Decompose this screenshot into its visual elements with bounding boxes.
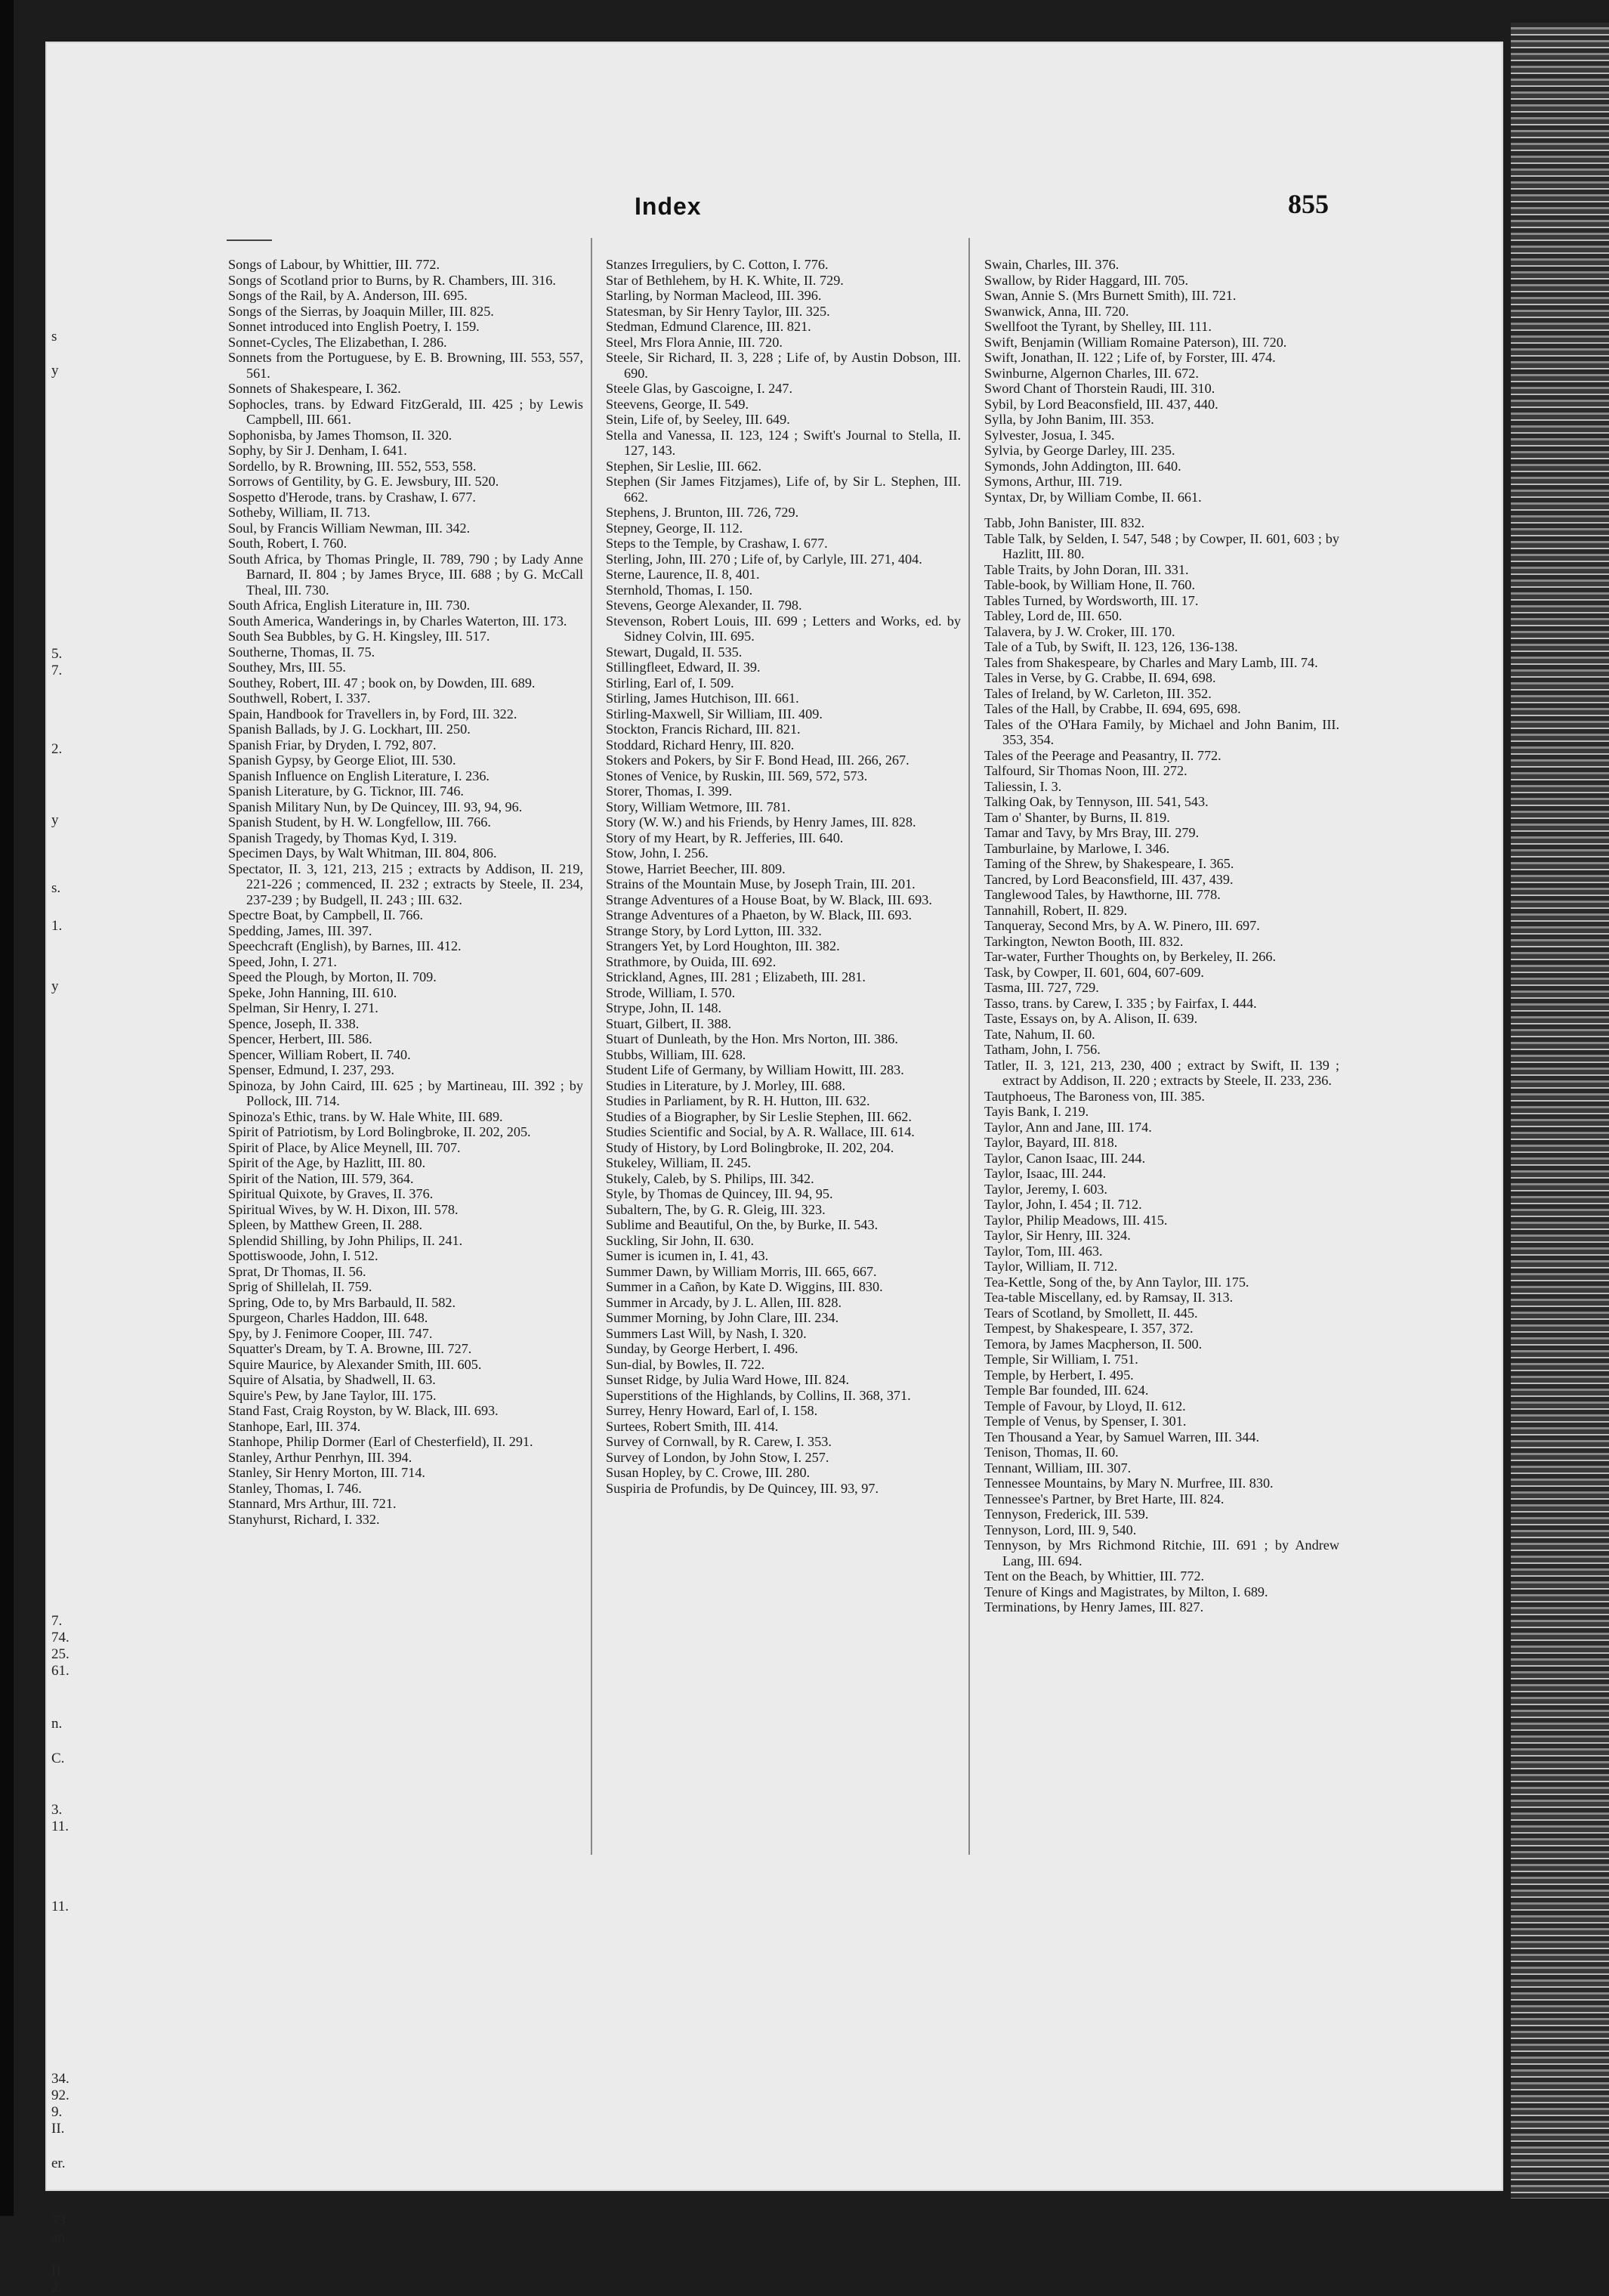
index-entry: Swain, Charles, III. 376. bbox=[984, 257, 1120, 272]
index-entry: Stanhope, Philip Dormer (Earl of Chesterfield), II. 291. bbox=[228, 1434, 533, 1449]
index-entry: Studies Scientific and Social, by A. R. Wallace, III. 614. bbox=[606, 1124, 915, 1139]
index-entry: Tasso, trans. by Carew, I. 335 ; by Fairfax, I. 444. bbox=[984, 995, 1257, 1011]
offcut-fragment: 7. bbox=[51, 663, 63, 678]
index-entry: Stephens, J. Brunton, III. 726, 729. bbox=[606, 505, 799, 520]
index-entry: Speed the Plough, by Morton, II. 709. bbox=[228, 969, 437, 984]
index-entry: Spectator, II. 3, 121, 213, 215 ; extracts by Addison, II. 219, 221-226 ; commenced, II. 232 ; extracts by Steele, II. 234, 237-239 ; by Budgell, II. 243 ; III. 632. bbox=[228, 861, 583, 907]
index-entry: Sorrows of Gentility, by G. E. Jewsbury, III. 520. bbox=[228, 474, 499, 489]
index-entry: Squatter's Dream, by T. A. Browne, III. 727. bbox=[228, 1341, 472, 1356]
index-entry: Swallow, by Rider Haggard, III. 705. bbox=[984, 272, 1189, 288]
index-entry: Sterling, John, III. 270 ; Life of, by Carlyle, III. 271, 404. bbox=[606, 551, 922, 567]
index-entry: Talavera, by J. W. Croker, III. 170. bbox=[984, 623, 1175, 639]
index-entry: Swanwick, Anna, III. 720. bbox=[984, 303, 1129, 319]
index-entry: Sterne, Laurence, II. 8, 401. bbox=[606, 567, 760, 582]
index-entry: Stones of Venice, by Ruskin, III. 569, 572, 573. bbox=[606, 768, 868, 783]
index-entry: Stukely, Caleb, by S. Philips, III. 342. bbox=[606, 1170, 814, 1186]
offcut-fragment: er. bbox=[51, 2155, 66, 2171]
index-entry: Stephen (Sir James Fitzjames), Life of, by Sir L. Stephen, III. 662. bbox=[606, 474, 961, 505]
index-entry: Speed, John, I. 271. bbox=[228, 953, 337, 969]
index-entry: Strathmore, by Ouida, III. 692. bbox=[606, 953, 777, 969]
index-entry: Tables Turned, by Wordsworth, III. 17. bbox=[984, 592, 1199, 608]
index-entry: Sophy, by Sir J. Denham, I. 641. bbox=[228, 443, 407, 458]
index-entry: Stirling-Maxwell, Sir William, III. 409. bbox=[606, 706, 823, 722]
index-entry: Southey, Mrs, III. 55. bbox=[228, 660, 346, 675]
index-entry: Spirit of Patriotism, by Lord Bolingbroke, II. 202, 205. bbox=[228, 1124, 531, 1139]
index-entry: Stanhope, Earl, III. 374. bbox=[228, 1418, 361, 1434]
index-entry: Strange Adventures of a Phaeton, by W. Black, III. 693. bbox=[606, 907, 913, 922]
index-entry: Sylvia, by George Darley, III. 235. bbox=[984, 443, 1175, 458]
index-entry: South Africa, English Literature in, III. 730. bbox=[228, 598, 471, 613]
index-entry: Tayis Bank, I. 219. bbox=[984, 1104, 1089, 1119]
index-entry: Spiritual Wives, by W. H. Dixon, III. 578. bbox=[228, 1201, 459, 1217]
index-entry: Tautphoeus, The Baroness von, III. 385. bbox=[984, 1088, 1205, 1104]
index-entry: Tenison, Thomas, II. 60. bbox=[984, 1445, 1119, 1460]
index-entry: Tarkington, Newton Booth, III. 832. bbox=[984, 933, 1184, 949]
index-entry: Temple, Sir William, I. 751. bbox=[984, 1352, 1138, 1367]
index-entry: Spirit of the Nation, III. 579, 364. bbox=[228, 1170, 414, 1186]
index-entry: Sotheby, William, II. 713. bbox=[228, 505, 371, 520]
previous-page-offcut bbox=[45, 329, 76, 2295]
offcut-fragment: s. bbox=[51, 880, 61, 896]
index-entry: Soul, by Francis William Newman, III. 342. bbox=[228, 520, 471, 536]
index-entry: Superstitions of the Highlands, by Collins, II. 368, 371. bbox=[606, 1387, 911, 1403]
index-entry: Sophonisba, by James Thomson, II. 320. bbox=[228, 427, 452, 443]
index-entry: Splendid Shilling, by John Philips, II. 241. bbox=[228, 1232, 463, 1248]
index-entry: Spiritual Quixote, by Graves, II. 376. bbox=[228, 1186, 434, 1201]
index-entry: Strickland, Agnes, III. 281 ; Elizabeth, III. 281. bbox=[606, 969, 866, 984]
index-entry: Talking Oak, by Tennyson, III. 541, 543. bbox=[984, 794, 1209, 809]
index-entry: Tales of the O'Hara Family, by Michael and John Banim, III. 353, 354. bbox=[984, 716, 1339, 747]
index-entry: Spencer, Herbert, III. 586. bbox=[228, 1031, 372, 1046]
offcut-fragment: 7. bbox=[51, 1613, 63, 1629]
index-entry: Stanley, Arthur Penrhyn, III. 394. bbox=[228, 1449, 412, 1465]
offcut-fragment: 11. bbox=[51, 1819, 69, 1834]
offcut-fragment: 2. bbox=[51, 741, 63, 757]
index-entry: Spence, Joseph, II. 338. bbox=[228, 1015, 360, 1031]
index-entry: Taste, Essays on, by A. Alison, II. 639. bbox=[984, 1011, 1198, 1026]
offcut-fragment: 92. bbox=[51, 2087, 69, 2103]
index-entry: Stanley, Sir Henry Morton, III. 714. bbox=[228, 1465, 425, 1480]
index-entry: Sybil, by Lord Beaconsfield, III. 437, 440. bbox=[984, 396, 1218, 412]
index-entry: Surtees, Robert Smith, III. 414. bbox=[606, 1418, 779, 1434]
index-entry: Sonnets of Shakespeare, I. 362. bbox=[228, 381, 401, 396]
index-entry: Stand Fast, Craig Royston, by W. Black, III. 693. bbox=[228, 1403, 499, 1418]
index-entry: South America, Wanderings in, by Charles Waterton, III. 173. bbox=[228, 613, 567, 629]
index-entry: Statesman, by Sir Henry Taylor, III. 325. bbox=[606, 303, 830, 319]
index-entry: Taylor, Isaac, III. 244. bbox=[984, 1166, 1107, 1181]
index-entry: Stevens, George Alexander, II. 798. bbox=[606, 598, 802, 613]
index-entry: Stirling, James Hutchison, III. 661. bbox=[606, 691, 799, 706]
offcut-fragment: n. bbox=[51, 1716, 63, 1732]
index-entry: Survey of London, by John Stow, I. 257. bbox=[606, 1449, 829, 1465]
index-entry: Spelman, Sir Henry, I. 271. bbox=[228, 1000, 378, 1015]
index-entry: Stein, Life of, by Seeley, III. 649. bbox=[606, 412, 790, 427]
index-entry: Star of Bethlehem, by H. K. White, II. 729. bbox=[606, 272, 844, 288]
index-entry: Starling, by Norman Macleod, III. 396. bbox=[606, 288, 822, 303]
index-entry: Tennyson, by Mrs Richmond Ritchie, III. 691 ; by Andrew Lang, III. 694. bbox=[984, 1537, 1339, 1568]
index-entry: Sonnet introduced into English Poetry, I. 159. bbox=[228, 319, 480, 334]
index-entry: Taylor, Philip Meadows, III. 415. bbox=[984, 1212, 1168, 1228]
index-entry: Tempest, by Shakespeare, I. 357, 372. bbox=[984, 1321, 1194, 1336]
index-entry: Spanish Ballads, by J. G. Lockhart, III. 250. bbox=[228, 722, 471, 737]
index-entry: Steevens, George, II. 549. bbox=[606, 396, 749, 412]
index-entry: Sonnet-Cycles, The Elizabethan, I. 286. bbox=[228, 334, 447, 350]
index-entry: Sylla, by John Banim, III. 353. bbox=[984, 412, 1154, 427]
index-entry: Tales of the Peerage and Peasantry, II. 772. bbox=[984, 747, 1221, 763]
index-entry: Story (W. W.) and his Friends, by Henry James, III. 828. bbox=[606, 814, 916, 830]
index-entry: Tamar and Tavy, by Mrs Bray, III. 279. bbox=[984, 825, 1200, 840]
index-entry: Suspiria de Profundis, by De Quincey, III. 93, 97. bbox=[606, 1480, 879, 1496]
index-entry: Tennessee Mountains, by Mary N. Murfree, III. 830. bbox=[984, 1476, 1274, 1491]
index-entry: Taming of the Shrew, by Shakespeare, I. 365. bbox=[984, 856, 1234, 871]
index-entry: Squire of Alsatia, by Shadwell, II. 63. bbox=[228, 1372, 436, 1387]
offcut-fragment: 25. bbox=[51, 1646, 69, 1662]
column-divider bbox=[968, 238, 970, 1855]
index-entry: South, Robert, I. 760. bbox=[228, 536, 347, 551]
index-entry: Style, by Thomas de Quincey, III. 94, 95. bbox=[606, 1186, 833, 1201]
index-entry: Stedman, Edmund Clarence, III. 821. bbox=[606, 319, 811, 334]
offcut-fragment: 1. bbox=[51, 918, 63, 934]
index-entry: Tannahill, Robert, II. 829. bbox=[984, 902, 1128, 918]
index-entry: Sophocles, trans. by Edward FitzGerald, III. 425 ; by Lewis Campbell, III. 661. bbox=[228, 396, 583, 427]
offcut-fragment: II. bbox=[51, 2121, 65, 2137]
index-entry: Spanish Friar, by Dryden, I. 792, 807. bbox=[228, 737, 437, 752]
index-entry: Spring, Ode to, by Mrs Barbauld, II. 582. bbox=[228, 1294, 456, 1310]
index-entry: Story of my Heart, by R. Jefferies, III. 640. bbox=[606, 830, 844, 845]
index-entry: Stella and Vanessa, II. 123, 124 ; Swift's Journal to Stella, II. 127, 143. bbox=[606, 427, 961, 458]
index-entry: South Africa, by Thomas Pringle, II. 789, 790 ; by Lady Anne Barnard, II. 804 ; by James Bryce, III. 688 ; by G. McCall Theal, III. 730. bbox=[228, 551, 583, 598]
index-entry: Spinoza, by John Caird, III. 625 ; by Martineau, III. 392 ; by Pollock, III. 714. bbox=[228, 1077, 583, 1108]
offcut-fragment: s bbox=[51, 329, 57, 345]
index-entry: Tar-water, Further Thoughts on, by Berkeley, II. 266. bbox=[984, 949, 1277, 964]
index-entry: Tea-table Miscellany, ed. by Ramsay, II. 313. bbox=[984, 1290, 1234, 1305]
index-entry: Table-book, by William Hone, II. 760. bbox=[984, 577, 1196, 592]
index-entry: Stuart of Dunleath, by the Hon. Mrs Norton, III. 386. bbox=[606, 1031, 898, 1046]
index-entry: Stowe, Harriet Beecher, III. 809. bbox=[606, 861, 786, 876]
index-entry: Stanley, Thomas, I. 746. bbox=[228, 1480, 362, 1496]
header-dash bbox=[227, 239, 272, 241]
index-entry: Task, by Cowper, II. 601, 604, 607-609. bbox=[984, 964, 1204, 980]
index-entry: Tales from Shakespeare, by Charles and Mary Lamb, III. 74. bbox=[984, 654, 1318, 670]
index-entry: Tatham, John, I. 756. bbox=[984, 1042, 1101, 1057]
index-entry: Studies of a Biographer, by Sir Leslie Stephen, III. 662. bbox=[606, 1108, 912, 1124]
index-entry: Stanzes Irreguliers, by C. Cotton, I. 776. bbox=[606, 257, 829, 272]
index-entry: Southwell, Robert, I. 337. bbox=[228, 691, 371, 706]
index-entry: Tears of Scotland, by Smollett, II. 445. bbox=[984, 1305, 1198, 1321]
index-entry: Speechcraft (English), by Barnes, III. 412. bbox=[228, 938, 462, 953]
index-entry: Taylor, Sir Henry, III. 324. bbox=[984, 1228, 1131, 1243]
index-entry: South Sea Bubbles, by G. H. Kingsley, III. 517. bbox=[228, 629, 490, 644]
offcut-fragment: y bbox=[51, 812, 59, 828]
index-entry: Stow, John, I. 256. bbox=[606, 845, 709, 861]
index-entry: Survey of Cornwall, by R. Carew, I. 353. bbox=[606, 1434, 832, 1449]
index-entry: Temora, by James Macpherson, II. 500. bbox=[984, 1336, 1203, 1352]
offcut-fragment: y bbox=[51, 978, 59, 994]
index-entry: Sword Chant of Thorstein Raudi, III. 310. bbox=[984, 381, 1215, 396]
index-entry: Student Life of Germany, by William Howitt, III. 283. bbox=[606, 1062, 904, 1077]
index-entry: Taylor, Ann and Jane, III. 174. bbox=[984, 1119, 1152, 1135]
index-entry: Sternhold, Thomas, I. 150. bbox=[606, 582, 753, 598]
index-entry: Swan, Annie S. (Mrs Burnett Smith), III. 721. bbox=[984, 288, 1237, 303]
index-entry: Temple of Favour, by Lloyd, II. 612. bbox=[984, 1398, 1186, 1414]
index-entry: Sylvester, Josua, I. 345. bbox=[984, 427, 1115, 443]
page-title: Index bbox=[635, 193, 702, 220]
index-entry: Sprat, Dr Thomas, II. 56. bbox=[228, 1263, 366, 1279]
offcut-fragment: an. bbox=[51, 2230, 69, 2245]
index-entry: Spanish Military Nun, by De Quincey, III. 93, 94, 96. bbox=[228, 799, 523, 814]
index-entry: Specimen Days, by Walt Whitman, III. 804, 806. bbox=[228, 845, 497, 861]
page-header bbox=[45, 189, 1503, 238]
index-entry: Tabley, Lord de, III. 650. bbox=[984, 608, 1123, 623]
index-entry: Southey, Robert, III. 47 ; book on, by Dowden, III. 689. bbox=[228, 675, 536, 691]
index-entry: Study of History, by Lord Bolingbroke, II. 202, 204. bbox=[606, 1139, 894, 1155]
index-entry: Tanglewood Tales, by Hawthorne, III. 778. bbox=[984, 887, 1221, 902]
offcut-fragment: 5. bbox=[51, 646, 63, 662]
index-entry: Stockton, Francis Richard, III. 821. bbox=[606, 722, 801, 737]
index-entry: Strains of the Mountain Muse, by Joseph Train, III. 201. bbox=[606, 876, 916, 892]
index-entry: Strode, William, I. 570. bbox=[606, 984, 736, 1000]
index-entry: Swift, Jonathan, II. 122 ; Life of, by Forster, III. 474. bbox=[984, 350, 1276, 365]
index-entry: Spanish Gypsy, by George Eliot, III. 530. bbox=[228, 752, 456, 768]
index-entry: Sonnets from the Portuguese, by E. B. Browning, III. 553, 557, 561. bbox=[228, 350, 583, 381]
index-entry: Strype, John, II. 148. bbox=[606, 1000, 722, 1015]
index-entry: Susan Hopley, by C. Crowe, III. 280. bbox=[606, 1465, 811, 1480]
index-entry: Squire's Pew, by Jane Taylor, III. 175. bbox=[228, 1387, 437, 1403]
index-entry: Stewart, Dugald, II. 535. bbox=[606, 644, 743, 660]
index-entry: Swinburne, Algernon Charles, III. 672. bbox=[984, 365, 1199, 381]
index-entry: Stubbs, William, III. 628. bbox=[606, 1046, 746, 1062]
index-entry: Sospetto d'Herode, trans. by Crashaw, I. 677. bbox=[228, 489, 476, 505]
index-entry: Suckling, Sir John, II. 630. bbox=[606, 1232, 755, 1248]
index-entry: Terminations, by Henry James, III. 827. bbox=[984, 1599, 1204, 1615]
index-entry: Taylor, John, I. 454 ; II. 712. bbox=[984, 1197, 1142, 1212]
index-entry: Story, William Wetmore, III. 781. bbox=[606, 799, 791, 814]
index-entry: Sunday, by George Herbert, I. 496. bbox=[606, 1341, 798, 1356]
index-entry: Swift, Benjamin (William Romaine Paterson), III. 720. bbox=[984, 334, 1287, 350]
index-entry: Temple of Venus, by Spenser, I. 301. bbox=[984, 1414, 1187, 1429]
index-entry: Spanish Influence on English Literature, I. 236. bbox=[228, 768, 489, 783]
index-column-3 bbox=[984, 257, 1339, 1615]
index-entry: Syntax, Dr, by William Combe, II. 661. bbox=[984, 489, 1202, 505]
offcut-fragment: 9. bbox=[51, 2104, 63, 2120]
index-entry: Tales of Ireland, by W. Carleton, III. 352. bbox=[984, 685, 1212, 701]
index-entry: Spectre Boat, by Campbell, II. 766. bbox=[228, 907, 424, 922]
index-entry: Tatler, II. 3, 121, 213, 230, 400 ; extract by Swift, II. 139 ; extract by Addison, II. 220 ; extracts by Steele, II. 233, 236. bbox=[984, 1057, 1339, 1088]
offcut-fragment: 74. bbox=[51, 1630, 69, 1646]
index-entry: Symonds, John Addington, III. 640. bbox=[984, 458, 1181, 474]
index-entry: Spanish Literature, by G. Ticknor, III. 746. bbox=[228, 783, 464, 799]
column-divider bbox=[591, 238, 592, 1855]
index-entry: Spy, by J. Fenimore Cooper, III. 747. bbox=[228, 1325, 433, 1341]
index-entry: Spirit of Place, by Alice Meynell, III. 707. bbox=[228, 1139, 461, 1155]
index-entry: Spain, Handbook for Travellers in, by Ford, III. 322. bbox=[228, 706, 517, 722]
index-entry: Taliessin, I. 3. bbox=[984, 778, 1062, 794]
index-entry: Spanish Tragedy, by Thomas Kyd, I. 319. bbox=[228, 830, 457, 845]
index-entry: Tabb, John Banister, III. 832. bbox=[984, 515, 1145, 530]
index-entry: Studies in Literature, by J. Morley, III. 688. bbox=[606, 1077, 846, 1093]
offcut-fragment: y bbox=[51, 363, 59, 379]
index-entry: Surrey, Henry Howard, Earl of, I. 158. bbox=[606, 1403, 818, 1418]
index-entry: Symons, Arthur, III. 719. bbox=[984, 474, 1123, 489]
index-entry: Temple, by Herbert, I. 495. bbox=[984, 1367, 1134, 1383]
index-entry: Steel, Mrs Flora Annie, III. 720. bbox=[606, 334, 783, 350]
page-number: 855 bbox=[1288, 189, 1329, 219]
index-entry: Stephen, Sir Leslie, III. 662. bbox=[606, 458, 762, 474]
index-entry: Stevenson, Robert Louis, III. 699 ; Letters and Works, ed. by Sidney Colvin, III. 695. bbox=[606, 613, 961, 644]
index-entry: Studies in Parliament, by R. H. Hutton, III. 632. bbox=[606, 1093, 870, 1108]
index-entry: Tanqueray, Second Mrs, by A. W. Pinero, III. 697. bbox=[984, 918, 1260, 933]
index-entry: Stokers and Pokers, by Sir F. Bond Head, III. 266, 267. bbox=[606, 752, 910, 768]
index-entry: Sprig of Shillelah, II. 759. bbox=[228, 1279, 372, 1294]
index-entry: Stoddard, Richard Henry, III. 820. bbox=[606, 737, 795, 752]
index-entry: Summer Morning, by John Clare, III. 234. bbox=[606, 1310, 839, 1325]
index-entry: Spinoza's Ethic, trans. by W. Hale White, III. 689. bbox=[228, 1108, 503, 1124]
index-entry: Songs of Labour, by Whittier, III. 772. bbox=[228, 257, 440, 272]
index-entry: Stannard, Mrs Arthur, III. 721. bbox=[228, 1496, 397, 1511]
index-entry: Tennyson, Lord, III. 9, 540. bbox=[984, 1522, 1137, 1537]
index-entry: Sordello, by R. Browning, III. 552, 553, 558. bbox=[228, 458, 477, 474]
offcut-fragment: 11. bbox=[51, 1899, 69, 1914]
index-entry: Sunset Ridge, by Julia Ward Howe, III. 824. bbox=[606, 1372, 849, 1387]
index-entry: Table Traits, by John Doran, III. 331. bbox=[984, 561, 1189, 577]
index-entry: Taylor, Bayard, III. 818. bbox=[984, 1135, 1118, 1150]
index-entry: Tales of the Hall, by Crabbe, II. 694, 695, 698. bbox=[984, 701, 1241, 716]
index-entry: Stanyhurst, Richard, I. 332. bbox=[228, 1511, 380, 1527]
index-entry: Sumer is icumen in, I. 41, 43. bbox=[606, 1248, 769, 1263]
index-entry: Taylor, Jeremy, I. 603. bbox=[984, 1181, 1107, 1197]
index-entry: Songs of the Sierras, by Joaquin Miller, III. 825. bbox=[228, 303, 494, 319]
index-entry: Subaltern, The, by G. R. Gleig, III. 323. bbox=[606, 1201, 826, 1217]
index-column-2 bbox=[606, 257, 961, 1496]
index-entry: Storer, Thomas, I. 399. bbox=[606, 783, 733, 799]
index-column-1 bbox=[228, 257, 583, 1527]
index-entry: Steele Glas, by Gascoigne, I. 247. bbox=[606, 381, 792, 396]
index-entry: Spottiswoode, John, I. 512. bbox=[228, 1248, 378, 1263]
index-entry: Tate, Nahum, II. 60. bbox=[984, 1026, 1095, 1042]
index-entry: Tancred, by Lord Beaconsfield, III. 437, 439. bbox=[984, 871, 1234, 887]
index-entry: Temple Bar founded, III. 624. bbox=[984, 1383, 1149, 1398]
index-entry: Songs of Scotland prior to Burns, by R. Chambers, III. 316. bbox=[228, 272, 556, 288]
index-entry: Taylor, Tom, III. 463. bbox=[984, 1243, 1103, 1259]
index-entry: Summer in Arcady, by J. L. Allen, III. 828. bbox=[606, 1294, 842, 1310]
index-entry: Tea-Kettle, Song of the, by Ann Taylor, III. 175. bbox=[984, 1274, 1249, 1290]
offcut-fragment: II. bbox=[51, 2263, 65, 2279]
index-entry: Tamburlaine, by Marlowe, I. 346. bbox=[984, 840, 1170, 856]
index-entry: Summer in a Cañon, by Kate D. Wiggins, III. 830. bbox=[606, 1279, 883, 1294]
index-entry: Tale of a Tub, by Swift, II. 123, 126, 136-138. bbox=[984, 639, 1238, 654]
index-entry: Spedding, James, III. 397. bbox=[228, 922, 372, 938]
index-entry: Tent on the Beach, by Whittier, III. 772. bbox=[984, 1568, 1205, 1584]
offcut-fragment: 73. bbox=[51, 2213, 69, 2229]
offcut-fragment: 3. bbox=[51, 1802, 63, 1818]
offcut-fragment: 34. bbox=[51, 2071, 69, 2087]
index-entry: Stillingfleet, Edward, II. 39. bbox=[606, 660, 761, 675]
book-page-edges bbox=[1511, 23, 1609, 2199]
index-entry: Tennant, William, III. 307. bbox=[984, 1460, 1132, 1476]
index-entry: Ten Thousand a Year, by Samuel Warren, III. 344. bbox=[984, 1429, 1260, 1445]
index-entry: Strangers Yet, by Lord Houghton, III. 382. bbox=[606, 938, 840, 953]
index-entry: Spleen, by Matthew Green, II. 288. bbox=[228, 1217, 423, 1232]
offcut-fragment: C. bbox=[51, 1751, 65, 1766]
index-entry: Sublime and Beautiful, On the, by Burke, II. 543. bbox=[606, 1217, 879, 1232]
index-entry: Sun-dial, by Bowles, II. 722. bbox=[606, 1356, 765, 1372]
offcut-fragment: 2. bbox=[51, 2279, 63, 2295]
index-entry: Tennyson, Frederick, III. 539. bbox=[984, 1506, 1149, 1522]
index-entry: Tenure of Kings and Magistrates, by Milton, I. 689. bbox=[984, 1584, 1268, 1599]
index-entry: Spirit of the Age, by Hazlitt, III. 80. bbox=[228, 1155, 426, 1170]
index-entry: Summer Dawn, by William Morris, III. 665, 667. bbox=[606, 1263, 877, 1279]
index-entry: Spurgeon, Charles Haddon, III. 648. bbox=[228, 1310, 428, 1325]
index-entry: Spanish Student, by H. W. Longfellow, III. 766. bbox=[228, 814, 491, 830]
index-entry: Stukeley, William, II. 245. bbox=[606, 1155, 752, 1170]
index-entry: Spencer, William Robert, II. 740. bbox=[228, 1046, 411, 1062]
index-entry: Taylor, Canon Isaac, III. 244. bbox=[984, 1150, 1146, 1166]
index-entry: Steele, Sir Richard, II. 3, 228 ; Life of, by Austin Dobson, III. 690. bbox=[606, 350, 961, 381]
index-entry: Speke, John Hanning, III. 610. bbox=[228, 984, 397, 1000]
index-entry: Strange Story, by Lord Lytton, III. 332. bbox=[606, 922, 822, 938]
index-entry: Squire Maurice, by Alexander Smith, III. 605. bbox=[228, 1356, 482, 1372]
index-entry: Taylor, William, II. 712. bbox=[984, 1259, 1118, 1274]
index-entry: Stepney, George, II. 112. bbox=[606, 520, 743, 536]
book-page bbox=[45, 42, 1503, 2295]
scan-left-edge bbox=[0, 0, 14, 2216]
index-entry: Tales in Verse, by G. Crabbe, II. 694, 698. bbox=[984, 670, 1216, 685]
index-entry: Tasma, III. 727, 729. bbox=[984, 980, 1099, 995]
index-entry: Swellfoot the Tyrant, by Shelley, III. 111. bbox=[984, 319, 1212, 334]
offcut-fragment: 61. bbox=[51, 1663, 69, 1679]
index-entry: Tennessee's Partner, by Bret Harte, III. 824. bbox=[984, 1491, 1225, 1506]
index-entry: Southerne, Thomas, II. 75. bbox=[228, 644, 375, 660]
index-entry: Table Talk, by Selden, I. 547, 548 ; by Cowper, II. 601, 603 ; by Hazlitt, III. 80. bbox=[984, 530, 1339, 561]
index-entry: Spenser, Edmund, I. 237, 293. bbox=[228, 1062, 395, 1077]
index-entry: Summers Last Will, by Nash, I. 320. bbox=[606, 1325, 807, 1341]
index-entry: Talfourd, Sir Thomas Noon, III. 272. bbox=[984, 763, 1187, 778]
index-entry: Stuart, Gilbert, II. 388. bbox=[606, 1015, 732, 1031]
index-entry: Stirling, Earl of, I. 509. bbox=[606, 675, 734, 691]
index-entry: Songs of the Rail, by A. Anderson, III. 695. bbox=[228, 288, 468, 303]
index-entry: Tam o' Shanter, by Burns, II. 819. bbox=[984, 809, 1170, 825]
index-entry: Strange Adventures of a House Boat, by W. Black, III. 693. bbox=[606, 892, 932, 907]
index-entry: Steps to the Temple, by Crashaw, I. 677. bbox=[606, 536, 828, 551]
